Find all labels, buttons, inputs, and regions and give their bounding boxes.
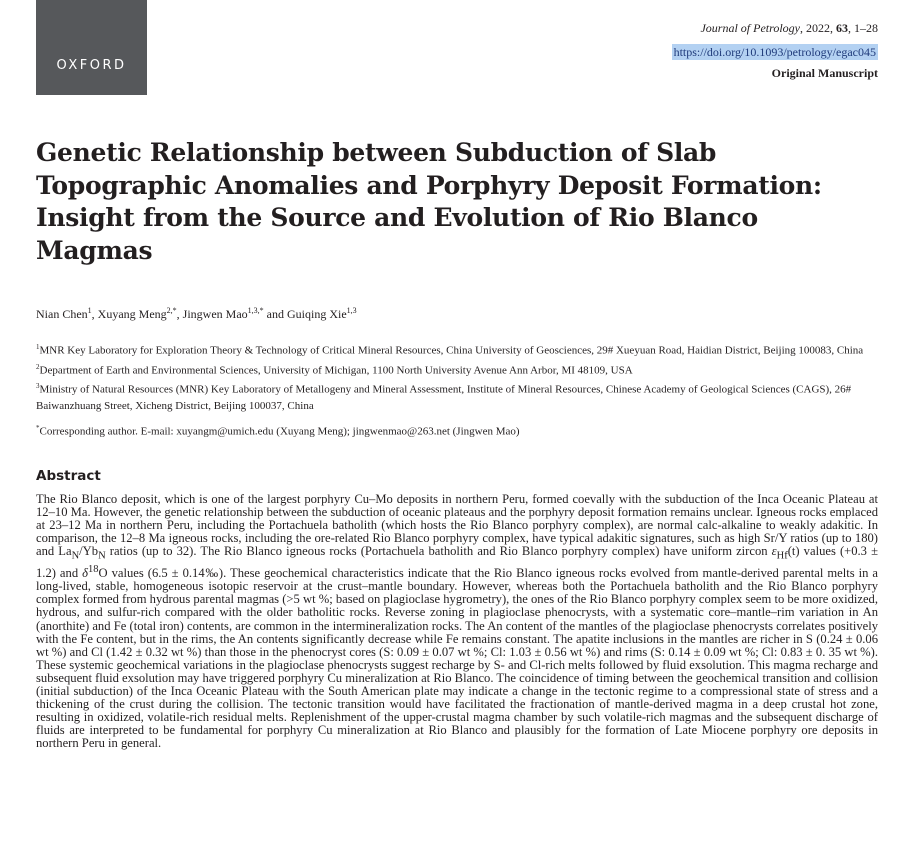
abstract-heading: Abstract: [36, 468, 101, 484]
affiliation: $^1$MNR Key Laboratory for Exploration Theory & Technology of Critical Mineral Resources, China University of Geosciences, 29# Xueyuan Road, Haidian District, Beijing 100083, China: [36, 343, 864, 357]
author-name[interactable]: Guiqing Xie: [286, 307, 347, 321]
affiliations: [36, 339, 866, 414]
journal-volume: 63: [836, 21, 848, 35]
corresponding-author: *Corresponding author. E-mail: xuyangm@umich.edu (Xuyang Meng); jingwenmao@263.net (Jingwen Mao): [36, 424, 520, 438]
doi-link[interactable]: https://doi.org/10.1093/petrology/egac045: [673, 45, 876, 59]
manuscript-type: Original Manuscript: [771, 66, 878, 80]
logo-text: OXFORD: [56, 58, 127, 73]
author-name[interactable]: Xuyang Meng: [97, 307, 167, 321]
oxford-logo: [36, 0, 147, 95]
author-list: Nian Chen$^1$, Xuyang Meng$^{2,*}$, Jingwen Mao$^{1,3,*}$ and Guiqing Xie$^{1,3}$: [36, 306, 357, 321]
author-name[interactable]: Jingwen Mao: [182, 307, 248, 321]
article-title: Genetic Relationship between Subduction of Slab Topographic Anomalies and Porphyry Deposit Formation: Insight from the Source and Evolution of Rio Blanco Magmas: [36, 138, 822, 265]
affiliation: $^2$Department of Earth and Environmental Sciences, University of Michigan, 1100 North University Avenue Ann Arbor, MI 48109, USA: [36, 362, 633, 377]
journal-citation: [700, 19, 878, 38]
journal-name: Journal of Petrology: [700, 21, 800, 35]
author-name[interactable]: Nian Chen: [36, 307, 88, 321]
journal-pages: , 1–28: [848, 21, 878, 35]
journal-year: , 2022,: [800, 21, 836, 35]
affiliation: $^3$Ministry of Natural Resources (MNR) Key Laboratory of Metallogeny and Mineral Assessment, Institute of Mineral Resources, Chinese Academy of Geological Sciences (CAGS), 26# Baiwanzhuang Street, Xicheng District, Beijing 100037, China: [36, 382, 852, 412]
abstract-text: The Rio Blanco deposit, which is one of the largest porphyry Cu–Mo deposits in northern Peru, formed coevally with the subduction of the Inca Oceanic Plateau at 12–10 Ma. However, the genetic relationship between the subduction of oceanic plateaus and the porphyry deposit formation remains unclear. Igneous rocks emplaced at 23–12 Ma in northern Peru, including the Portachuela batholith (which hosts the Rio Blanco porphyry complex), are normal calc-alkaline to weakly adakitic. In comparison, the 12–8 Ma igneous rocks, including the ore-related Rio Blanco porphyry complex, have typical adakitic signatures, such as high Sr/Y ratios (up to 180) and $La_N/Yb_N$ ratios (up to 32). The Rio Blanco igneous rocks (Portachuela batholith and Rio Blanco porphyry complex) have uniform zircon $\varepsilon_{Hf}(t)$ values (+0.3 ± 1.2) and $\delta^{18}O$ values (6.5 ± 0.14‰). These geochemical characteristics indicate that the Rio Blanco igneous rocks evolved from mantle-derived parental melts in a long-lived, stable, homogeneous isotopic reservoir at the crust–mantle boundary. However, whereas both the Portachuela batholith and the Rio Blanco porphyry complex formed from hydrous parental magmas (>5 wt %; based on plagioclase hygrometry), the ones of the Rio Blanco porphyry complex seem to be more oxidized, hydrous, and sulfur-rich compared with the older batholitic rocks. Reverse zoning in plagioclase phenocrysts, with a systematic core–mantle–rim variation in An (anorthite) and Fe (total iron) contents, are common in the intermineralization rocks. The An content of the mantles of the plagioclase phenocrysts correlates positively with the Fe content, but in the rims, the An contents significantly decrease while Fe remains constant. The apatite inclusions in the mantles are richer in S (0.24 ± 0.06 wt %) and Cl (1.42 ± 0.32 wt %) than those in the phenocryst cores (S: 0.09 ± 0.07 wt %; Cl: 1.03 ± 0.56 wt %) and rims (S: 0.14 ± 0.09 wt %; Cl: 0.83 ± 0. 35 wt %). These systemic geochemical variations in the plagioclase phenocrysts suggest recharge by S- and Cl-rich melts followed by fluid exsolution. This magma recharge and subsequent fluid exsolution may have triggered porphyry Cu mineralization at Rio Blanco. The coincidence of timing between the geochemical transition and collision (initial subduction) of the Inca Oceanic Plateau with the South American plate may indicate a change in the tectonic regime to a compressional state of stress and a thickening of the crust during the collision. The tectonic transition would have facilitated the fractionation of mantle-derived magma in a deep crustal hot zone, resulting in oxidized, volatile-rich residual melts. Replenishment of the upper-crustal magma chamber by such volatile-rich magmas and the subsequent discharge of fluids are interpreted to be fundamental for porphyry Cu mineralization at Rio Blanco and plausibly for the formation of Late Miocene porphyry ore deposits in northern Peru in general.: [36, 492, 878, 751]
